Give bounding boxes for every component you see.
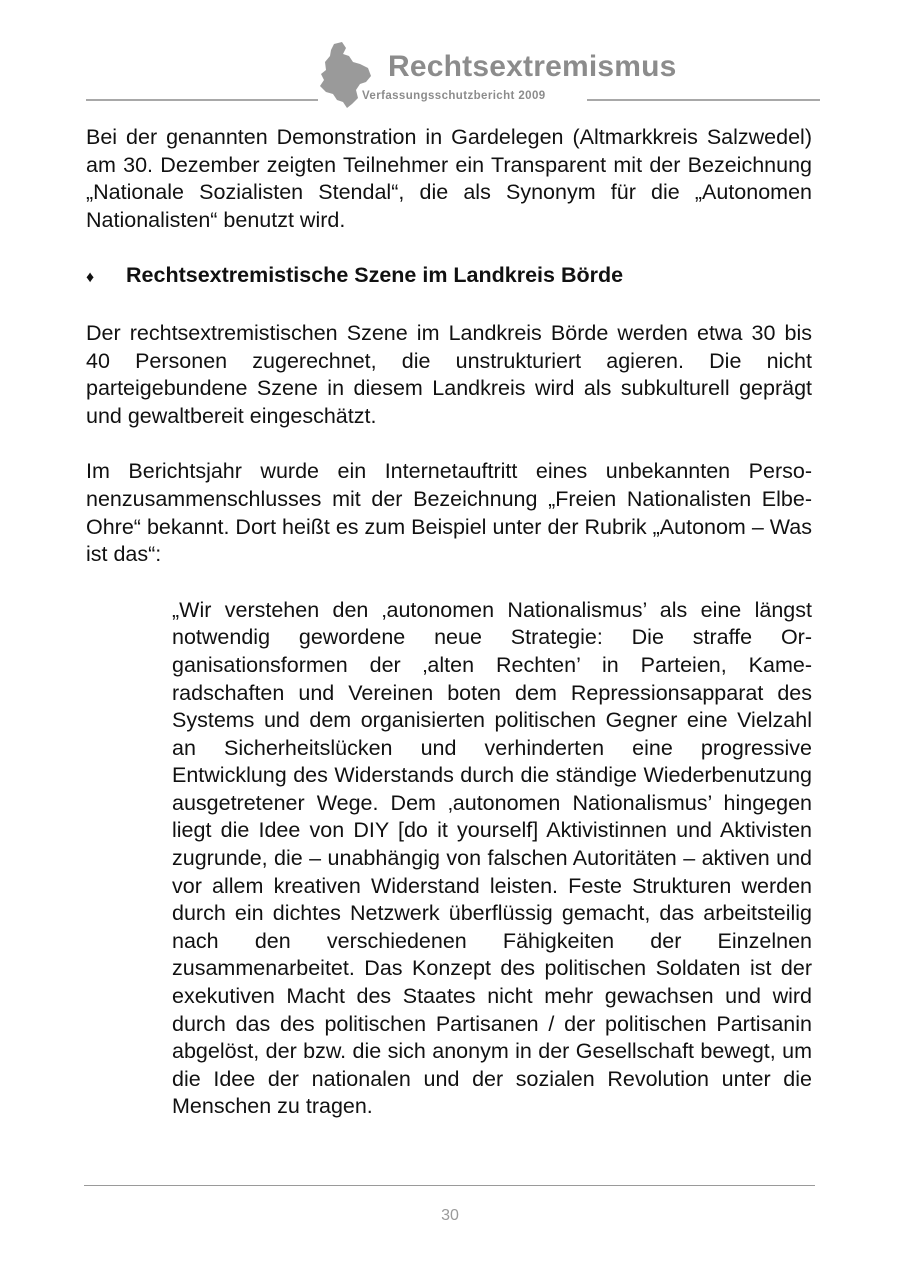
diamond-bullet-icon: ♦ xyxy=(86,269,95,287)
block-quote: „Wir verstehen den ‚autonomen Nationalismus’ als eine längst notwendig gewordene neue Strategie: Die straffe Organisationsformen der ‚alten Rechten’ in Parteien, Kameradschaften und Vereinen boten dem Repressionsapparat des Systems und dem organisierten politischen Gegner eine Vielzahl an Sicherheitslücken und verhinderten eine progressive Entwicklung des Widerstands durch die ständige Wiederbenutzung ausgetretener Wege. Dem ‚autonomen Nationalismus’ hingegen liegt die Idee von DIY [do it yourself] Aktivistinnen und Aktivisten zugrunde, die – unabhängig von falschen Autoritäten – aktiven und vor allem kreativen Widerstand leisten. Feste Strukturen werden durch ein dichtes Netzwerk überflüssig gemacht, das arbeitsteilig nach den verschiedenen Fähigkeiten der Einzelnen zusammenarbeitet. Das Konzept des politischen Soldaten ist der exekutiven Macht des Staates nicht mehr gewachsen und wird durch das des politischen Partisanen / der politischen Partisanin abgelöst, der bzw. die sich anonym in der Gesellschaft bewegt, um die Idee der nationalen und der sozialen Revolution unter die Menschen zu tragen. xyxy=(172,597,812,1119)
page-number: 30 xyxy=(441,1207,459,1224)
header-rule-right xyxy=(587,99,820,101)
header-subtitle: Verfassungsschutzbericht 2009 xyxy=(362,90,546,102)
paragraph-scene: Der rechtsextremistischen Szene im Landkreis Börde werden etwa 30 bis 40 Personen zugerechnet, die unstrukturiert agieren. Die nicht parteigebundene Szene in diesem Landkreis wird als subkulturell geprägt und gewaltbereit eingeschätzt. xyxy=(86,320,812,428)
header-rule-left xyxy=(86,99,318,101)
paragraph-internet: Im Berichtsjahr wurde ein Internetauftritt eines unbekannten Personenzusammenschlusses mit der Bezeichnung „Freien Nationalisten Elbe-Ohre“ bekannt. Dort heißt es zum Beispiel unter der Rubrik „Autonom – Was ist das“: xyxy=(86,459,812,567)
page-header xyxy=(0,0,900,115)
paragraph-demonstration: Bei der genannten Demonstration in Gardelegen (Altmarkkreis Salzwedel) am 30. Dezember zeigten Teilnehmer ein Transparent mit der Bezeichnung „Nationale Sozialisten Stendal“, die als Synonym für die „Autonomen Nationalisten“ benutzt wird. xyxy=(86,125,812,232)
section-heading xyxy=(86,262,812,292)
header-title: Rechtsextremismus xyxy=(388,50,677,83)
section-heading-text: Rechtsextremistische Szene im Landkreis Börde xyxy=(126,263,624,288)
footer-rule xyxy=(84,1185,815,1186)
page-body xyxy=(86,124,812,1121)
